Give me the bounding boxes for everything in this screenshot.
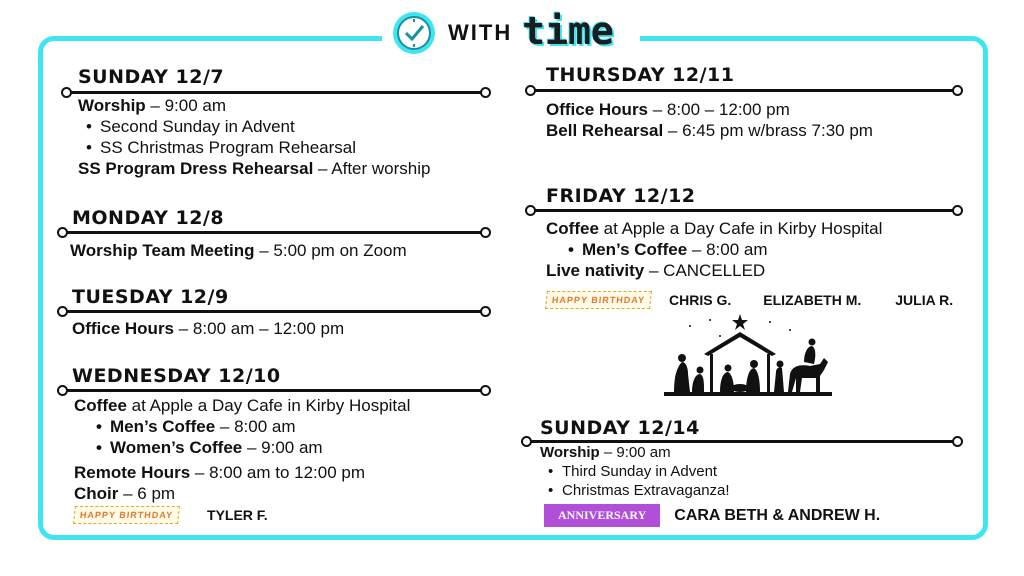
- list-item: • Christmas Extravaganza!: [540, 481, 730, 500]
- event-status: – CANCELLED: [644, 261, 766, 280]
- event-name: Office Hours: [72, 319, 175, 338]
- wednesday-12-10-details: [74, 395, 410, 504]
- event-time: – 9:00 am: [145, 96, 227, 115]
- event-name: Office Hours: [546, 100, 649, 119]
- event-time: – 8:00 – 12:00 pm: [648, 100, 790, 119]
- day-title: THURSDAY 12/11: [546, 64, 735, 86]
- divider: [62, 389, 486, 392]
- event-time: – 5:00 pm on Zoom: [254, 241, 407, 260]
- sunday-12-14-anniversary: [544, 504, 880, 527]
- list-item: • Second Sunday in Advent: [78, 116, 430, 137]
- event-name: Choir: [74, 484, 119, 503]
- event-time: – 6 pm: [118, 484, 176, 503]
- birthday-name: JULIA R.: [895, 292, 954, 308]
- event-detail: at Apple a Day Cafe in Kirby Hospital: [598, 219, 883, 238]
- event-name: Remote Hours: [74, 463, 191, 482]
- header: [382, 6, 640, 60]
- divider: [62, 231, 486, 234]
- list-item: • Third Sunday in Advent: [540, 462, 730, 481]
- event-time: – 8:00 am: [687, 240, 768, 259]
- event-time: – 9:00 am: [599, 444, 671, 461]
- event-name: Live nativity: [546, 261, 645, 280]
- divider: [530, 209, 958, 212]
- friday-12-12-details: [546, 218, 882, 281]
- day-title: MONDAY 12/8: [72, 207, 225, 229]
- section-wednesday-12-10: [72, 365, 281, 387]
- event-time: – 6:45 pm w/brass 7:30 pm: [663, 121, 873, 140]
- sunday-12-14-details: [540, 443, 730, 500]
- event-name: Women’s Coffee: [110, 438, 243, 457]
- wednesday-birthdays: [74, 506, 268, 524]
- day-title: WEDNESDAY 12/10: [72, 365, 281, 387]
- header-time: time: [522, 9, 614, 53]
- birthday-name: ELIZABETH M.: [763, 292, 862, 308]
- event-time: – After worship: [313, 159, 431, 178]
- section-thursday-12-11: [546, 64, 734, 86]
- event-name: Worship: [540, 444, 600, 461]
- event-detail: at Apple a Day Cafe in Kirby Hospital: [126, 396, 411, 415]
- divider: [62, 310, 486, 313]
- thursday-12-11-details: [546, 99, 873, 141]
- tuesday-12-9-details: [72, 318, 344, 339]
- event-time: – 8:00 am – 12:00 pm: [174, 319, 345, 338]
- birthday-badge: HAPPY BIRTHDAY: [73, 506, 180, 524]
- event-name: Coffee: [546, 219, 599, 238]
- event-name: Bell Rehearsal: [546, 121, 664, 140]
- day-title: FRIDAY 12/12: [546, 185, 696, 207]
- birthday-name: CHRIS G.: [669, 292, 732, 308]
- event-name: Worship Team Meeting: [70, 241, 255, 260]
- section-tuesday-12-9: [72, 286, 229, 308]
- section-monday-12-8: [72, 207, 224, 229]
- divider: [66, 91, 486, 94]
- section-sunday-12-14: [540, 417, 700, 439]
- event-time: – 9:00 am: [242, 438, 323, 457]
- anniversary-badge: ANNIVERSARY: [544, 504, 660, 527]
- event-name: Worship: [78, 96, 146, 115]
- list-item: • SS Christmas Program Rehearsal: [78, 137, 430, 158]
- section-sunday-12-7: [78, 66, 224, 88]
- divider: [530, 89, 958, 92]
- birthday-name: TYLER F.: [207, 507, 268, 523]
- event-time: – 8:00 am to 12:00 pm: [190, 463, 366, 482]
- header-with: WITH: [448, 20, 513, 45]
- clock-check-icon: [390, 9, 438, 57]
- event-name: Men’s Coffee: [110, 417, 216, 436]
- day-title: SUNDAY 12/7: [78, 66, 225, 88]
- nativity-scene-icon: [660, 312, 836, 398]
- friday-birthdays: [546, 291, 953, 309]
- event-name: Coffee: [74, 396, 127, 415]
- birthday-badge: HAPPY BIRTHDAY: [545, 291, 652, 309]
- monday-12-8-details: [70, 240, 407, 261]
- day-title: SUNDAY 12/14: [540, 417, 700, 439]
- section-friday-12-12: [546, 185, 696, 207]
- event-name: Men’s Coffee: [582, 240, 688, 259]
- sunday-12-7-details: [78, 95, 430, 179]
- event-time: – 8:00 am: [215, 417, 296, 436]
- event-name: SS Program Dress Rehearsal: [78, 159, 314, 178]
- anniversary-names: CARA BETH & ANDREW H.: [674, 506, 881, 524]
- day-title: TUESDAY 12/9: [72, 286, 229, 308]
